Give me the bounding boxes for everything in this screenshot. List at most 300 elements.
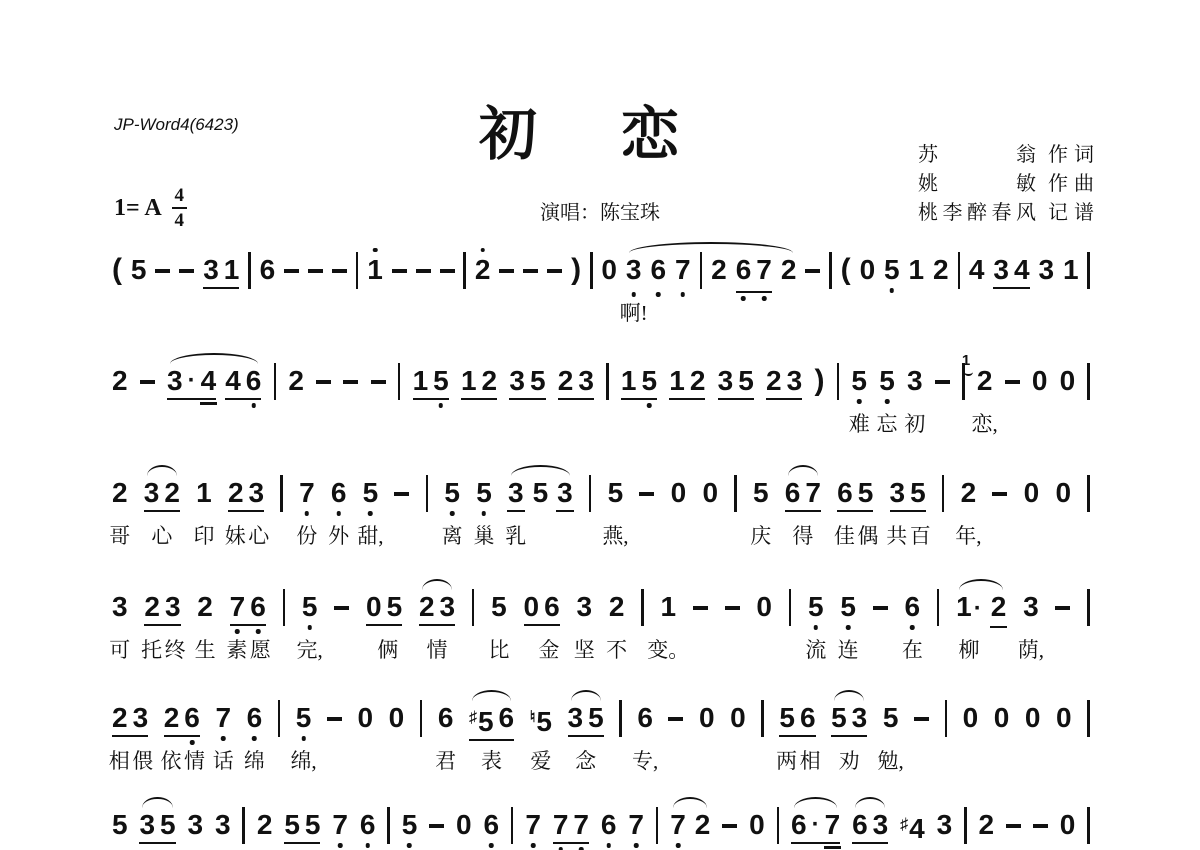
beam-underline <box>509 398 545 401</box>
note: 1 <box>620 365 637 396</box>
note: 7 <box>215 703 231 733</box>
note: 5 <box>831 702 847 733</box>
barline <box>248 252 251 289</box>
barline <box>426 475 429 512</box>
rest: 0 <box>1059 365 1076 396</box>
note: 7 <box>756 255 772 289</box>
duration-dash <box>1005 380 1020 384</box>
lyrics-line-4 <box>109 636 1090 666</box>
duration-dash <box>668 717 683 721</box>
low-octave-dot <box>190 740 195 745</box>
beam-underline <box>461 398 497 401</box>
barline <box>1087 252 1090 289</box>
low-octave-dot <box>489 843 494 848</box>
lyric-syllable: 生 <box>194 638 216 662</box>
note: 7 <box>553 810 569 840</box>
rest: 0 <box>357 702 374 733</box>
duration-dash <box>725 606 740 610</box>
lyric-syllable: 坚 <box>573 638 595 662</box>
barline <box>1087 589 1090 626</box>
beam-group <box>837 478 873 508</box>
note: 5 <box>641 366 657 396</box>
rest: 0 <box>601 254 617 285</box>
rest: 0 <box>699 702 715 733</box>
note: 5 <box>284 809 300 840</box>
duration-dash <box>499 269 514 273</box>
note: 5 <box>738 365 754 396</box>
note: 6 <box>637 702 653 733</box>
note: 2 <box>164 477 180 508</box>
beam-group <box>469 703 514 737</box>
beam-group <box>461 366 497 396</box>
lyric-syllable: 劝 <box>838 749 860 773</box>
note: 3 <box>509 365 525 396</box>
lyric-syllable: 份 <box>296 524 318 548</box>
barline <box>274 363 277 400</box>
low-octave-dot <box>407 843 412 848</box>
note: 1 <box>367 255 383 285</box>
lyric-syllable: 勉, <box>877 749 904 773</box>
duration-dash <box>416 269 431 273</box>
note: 3 <box>164 591 181 622</box>
slur-group <box>852 810 888 840</box>
barline <box>777 807 780 844</box>
barline <box>283 589 286 626</box>
barline <box>1087 363 1090 400</box>
beam-underline <box>852 842 888 845</box>
beam-underline <box>112 735 148 738</box>
note: ♯5 <box>468 706 494 737</box>
rest: 0 <box>366 591 382 622</box>
note: 3 <box>993 254 1009 285</box>
lyric-syllable: 偶 <box>857 524 879 548</box>
lyric-syllable: 佳 <box>833 524 855 548</box>
grace-note: 1 <box>962 353 970 368</box>
rest: 0 <box>1059 809 1076 840</box>
note: 6 <box>498 702 515 733</box>
barline <box>837 363 840 400</box>
note: 5 <box>882 702 899 733</box>
rest: 0 <box>670 477 687 508</box>
lyric-syllable: 专, <box>631 749 659 773</box>
transcriber-role: 记谱 <box>1048 202 1094 224</box>
beam-group <box>164 703 200 733</box>
score-line-1 <box>112 255 1090 289</box>
low-octave-dot <box>676 843 681 848</box>
lyric-syllable: 可 <box>109 638 131 662</box>
beam-group <box>890 478 926 508</box>
low-octave-dot <box>336 511 341 516</box>
note: 5 <box>884 255 900 285</box>
barline <box>463 252 466 289</box>
beam-underline <box>225 398 261 401</box>
barline <box>472 589 475 626</box>
note: 3 <box>132 702 149 733</box>
note: 5 <box>779 702 795 733</box>
note: 2 <box>227 477 244 508</box>
low-octave-dot <box>647 403 652 408</box>
lyric-syllable: 金 <box>538 638 560 662</box>
beam-group <box>568 703 604 733</box>
slur-arc <box>571 690 601 701</box>
note: 5 <box>296 703 312 733</box>
duration-dash <box>693 606 708 610</box>
note: 2 <box>780 254 797 285</box>
note: 3 <box>1038 254 1055 285</box>
lyric-syllable: 忘 <box>876 412 898 436</box>
lyric-syllable: 燕, <box>602 524 629 548</box>
lyric-syllable: 庆 <box>750 524 772 548</box>
beam-underline <box>469 739 514 742</box>
barline <box>511 807 514 844</box>
beam-underline <box>890 510 926 513</box>
high-octave-dot <box>373 248 378 253</box>
beam-group <box>203 255 239 285</box>
close-paren: ) <box>571 253 582 286</box>
low-octave-dot <box>631 292 636 297</box>
lyrics-line-3 <box>109 522 1090 552</box>
note: 6 <box>601 810 617 840</box>
meter-numerator: 4 <box>174 185 184 206</box>
lyric-syllable: 话 <box>212 749 234 773</box>
note: 5 <box>160 809 176 840</box>
barline <box>589 475 592 512</box>
grace-slur-icon <box>964 368 973 376</box>
beam-underline <box>766 398 802 401</box>
rest: 0 <box>1056 702 1072 733</box>
slur-arc <box>170 353 258 364</box>
note: 2 <box>112 477 128 508</box>
note: 3 <box>786 365 803 396</box>
note: 1 <box>460 365 477 396</box>
note: 5 <box>363 478 379 508</box>
barline <box>1087 807 1090 844</box>
beam-underline <box>824 846 842 849</box>
lyric-syllable: 相 <box>799 749 821 773</box>
note: 5 <box>112 809 128 840</box>
duration-dash <box>284 269 299 273</box>
low-octave-dot <box>252 736 257 741</box>
note: 6 <box>259 254 276 285</box>
beam-underline <box>990 626 1008 629</box>
duration-dash <box>140 380 155 384</box>
beam-group <box>993 255 1029 285</box>
duration-dash <box>332 269 347 273</box>
barline <box>280 475 283 512</box>
note: 7 <box>332 810 348 840</box>
beam-group <box>144 478 180 508</box>
lyric-syllable: 百 <box>909 524 931 548</box>
lyric-syllable: 俩 <box>377 638 399 662</box>
note: 6 <box>246 366 262 396</box>
note: 7 <box>670 810 686 840</box>
note: 4 <box>201 366 217 396</box>
lyrics-line-5 <box>108 747 1090 777</box>
note: 6 <box>250 592 266 622</box>
duration-dash <box>327 717 342 721</box>
beam-underline <box>200 402 218 405</box>
lyric-syllable: 愿 <box>249 638 271 662</box>
note: 2 <box>766 365 782 396</box>
beam-group <box>413 366 449 396</box>
note: 5 <box>910 477 926 508</box>
note: 5 <box>476 478 492 508</box>
composer-name: 姚敏 <box>918 173 1036 195</box>
low-octave-dot <box>307 625 312 630</box>
slur-arc <box>472 690 511 701</box>
barline <box>356 252 359 289</box>
lyric-syllable: 偎 <box>132 749 154 773</box>
beam-underline <box>621 398 657 401</box>
duration-dash <box>343 380 358 384</box>
low-octave-dot <box>890 288 895 293</box>
note: 5 <box>840 592 856 622</box>
lyric-syllable: 甜, <box>357 524 384 548</box>
note: 5 <box>607 477 624 508</box>
augmentation-dot: · <box>973 595 982 622</box>
beam-group <box>524 592 560 622</box>
beam-group <box>112 703 148 733</box>
note: 2 <box>112 365 128 396</box>
lyric-syllable: 绵 <box>243 749 265 773</box>
note: 6 <box>331 478 347 508</box>
open-paren: ( <box>112 253 122 286</box>
lyric-syllable: 素 <box>226 638 248 662</box>
duration-dash <box>155 269 170 273</box>
note: 2 <box>112 702 128 733</box>
note: 6 <box>544 591 560 622</box>
slur-group <box>144 478 180 508</box>
low-octave-dot <box>814 625 819 630</box>
lyric-syllable: 共 <box>886 524 908 548</box>
slur-arc <box>855 797 885 808</box>
beam-underline <box>228 510 264 513</box>
lyric-syllable: 荫, <box>1017 638 1045 662</box>
note: 6 <box>837 477 853 508</box>
note: 5 <box>808 592 824 622</box>
beam-underline <box>144 624 180 627</box>
note: 6 <box>791 809 807 840</box>
score-line-4 <box>112 592 1090 626</box>
duration-dash <box>308 269 323 273</box>
slur-arc <box>422 579 452 590</box>
low-octave-dot <box>235 629 240 634</box>
low-octave-dot <box>251 403 256 408</box>
low-octave-dot <box>256 629 261 634</box>
close-paren: ) <box>814 364 825 397</box>
beam-underline <box>524 624 560 627</box>
barline <box>937 589 940 626</box>
slur-arc <box>834 690 864 701</box>
beam-group <box>736 255 772 289</box>
slur-arc <box>959 579 1003 590</box>
beam-group <box>766 366 802 396</box>
slur-group <box>139 810 175 840</box>
barline <box>958 252 961 289</box>
barline <box>619 700 622 737</box>
augmentation-dot: · <box>811 811 820 838</box>
score-line-6 <box>112 810 1090 844</box>
lyric-syllable: 心 <box>151 524 173 548</box>
beam-underline <box>556 510 574 513</box>
barline <box>398 363 401 400</box>
slur-arc <box>147 465 177 476</box>
note: 6 <box>852 809 868 840</box>
beam-group <box>852 810 888 840</box>
lyric-syllable: 离 <box>441 524 463 548</box>
rest: 0 <box>1023 477 1040 508</box>
note: 6 <box>247 703 263 733</box>
lyric-syllable: 终 <box>164 638 186 662</box>
note: 3 <box>248 477 265 508</box>
slur-arc <box>788 465 818 476</box>
note: 3 <box>907 365 923 396</box>
note: 1 <box>412 365 429 396</box>
slur-arc <box>511 465 570 476</box>
note: 5 <box>130 254 147 285</box>
note: 3 <box>214 809 231 840</box>
duration-dash <box>429 824 444 828</box>
score-line-3 <box>112 478 1090 512</box>
note: 3 <box>187 809 204 840</box>
rest: 0 <box>730 702 746 733</box>
lyric-syllable: 念 <box>575 749 597 773</box>
note: 3 <box>1023 591 1039 622</box>
note: 5 <box>386 591 403 622</box>
note: 5 <box>304 809 321 840</box>
barline <box>700 252 703 289</box>
note: 2 <box>288 365 304 396</box>
score-line-5 <box>112 703 1090 737</box>
beam-group <box>831 703 867 733</box>
note: ♯4 <box>900 813 925 844</box>
note: 2 <box>557 365 574 396</box>
beam-group <box>558 366 594 396</box>
barline <box>829 252 832 289</box>
note: 5 <box>433 366 449 396</box>
beam-underline <box>837 510 873 513</box>
note: 5 <box>857 477 874 508</box>
lyric-syllable: 完, <box>296 638 323 662</box>
lyric-syllable: 连 <box>837 638 859 662</box>
lyric-syllable: 相 <box>108 749 130 773</box>
rest: 0 <box>1055 477 1072 508</box>
note: 2 <box>933 254 949 285</box>
duration-dash <box>394 492 409 496</box>
slur-group <box>791 810 840 840</box>
lyric-syllable: 印 <box>193 524 215 548</box>
note: 6 <box>905 592 921 622</box>
beam-group <box>785 478 821 508</box>
note: 2 <box>481 365 498 396</box>
low-octave-dot <box>221 736 226 741</box>
note: 2 1 <box>961 352 993 396</box>
note: 2 <box>256 809 273 840</box>
beam-underline <box>419 624 455 627</box>
beam-underline <box>718 398 754 401</box>
note: 7 <box>230 592 246 622</box>
note: 7 <box>675 255 691 289</box>
beam-group <box>779 703 815 733</box>
beam-group <box>553 810 589 840</box>
barline <box>734 475 737 512</box>
note: 6 <box>784 477 801 508</box>
beam-underline <box>993 287 1029 290</box>
lyric-syllable: 情 <box>426 638 448 662</box>
barline <box>1087 700 1090 737</box>
lyric-syllable: 难 <box>848 412 870 436</box>
duration-dash <box>547 269 562 273</box>
beam-underline <box>507 510 525 513</box>
note: 7 <box>299 478 315 508</box>
low-octave-dot <box>439 403 444 408</box>
beam-underline <box>413 398 449 401</box>
duration-dash <box>392 269 407 273</box>
note: 5 <box>588 702 604 733</box>
lyric-syllable: 初 <box>904 412 926 436</box>
duration-dash <box>1055 606 1070 610</box>
slur-arc <box>673 797 707 808</box>
beam-group <box>509 366 545 396</box>
note: 6 <box>437 702 454 733</box>
beam-underline <box>167 398 216 401</box>
barline <box>278 700 281 737</box>
beam-underline <box>144 510 180 513</box>
note: 4 <box>968 254 985 285</box>
lyric-syllable: 流 <box>805 638 827 662</box>
beam-underline <box>230 624 266 627</box>
note: 5 <box>851 366 867 396</box>
low-octave-dot <box>531 843 536 848</box>
low-octave-dot <box>857 399 862 404</box>
duration-dash <box>722 824 737 828</box>
lyricist-name: 苏翁 <box>918 144 1036 166</box>
note: 6 <box>360 810 376 840</box>
beam-underline <box>553 842 589 845</box>
note: 2 <box>144 591 160 622</box>
slur-group <box>831 703 867 733</box>
low-octave-dot <box>450 511 455 516</box>
note: 7 <box>573 810 589 840</box>
lyric-syllable: 啊! <box>619 301 648 325</box>
duration-dash <box>992 492 1007 496</box>
beam-group <box>225 366 261 396</box>
lyric-syllable: 外 <box>328 524 350 548</box>
note: 2 <box>694 809 711 840</box>
low-octave-dot <box>681 292 686 297</box>
barline <box>1087 475 1090 512</box>
slur-group <box>469 703 514 737</box>
augmentation-dot: · <box>187 367 196 394</box>
duration-dash <box>316 380 331 384</box>
note: 2 <box>711 254 727 285</box>
beam-underline <box>831 735 867 738</box>
note: 3 <box>557 478 573 508</box>
rest: 0 <box>756 591 772 622</box>
duration-dash <box>805 269 820 273</box>
barline <box>590 252 593 289</box>
note: 7 <box>825 810 841 840</box>
note: 3 <box>139 809 156 840</box>
duration-dash <box>935 380 950 384</box>
slur-group <box>785 478 821 508</box>
low-octave-dot <box>301 736 306 741</box>
composer-role: 作曲 <box>1048 173 1094 195</box>
note: 2 <box>978 809 995 840</box>
note: 3 <box>508 478 524 508</box>
note: 2 <box>608 591 625 622</box>
note: 5 <box>444 478 460 508</box>
